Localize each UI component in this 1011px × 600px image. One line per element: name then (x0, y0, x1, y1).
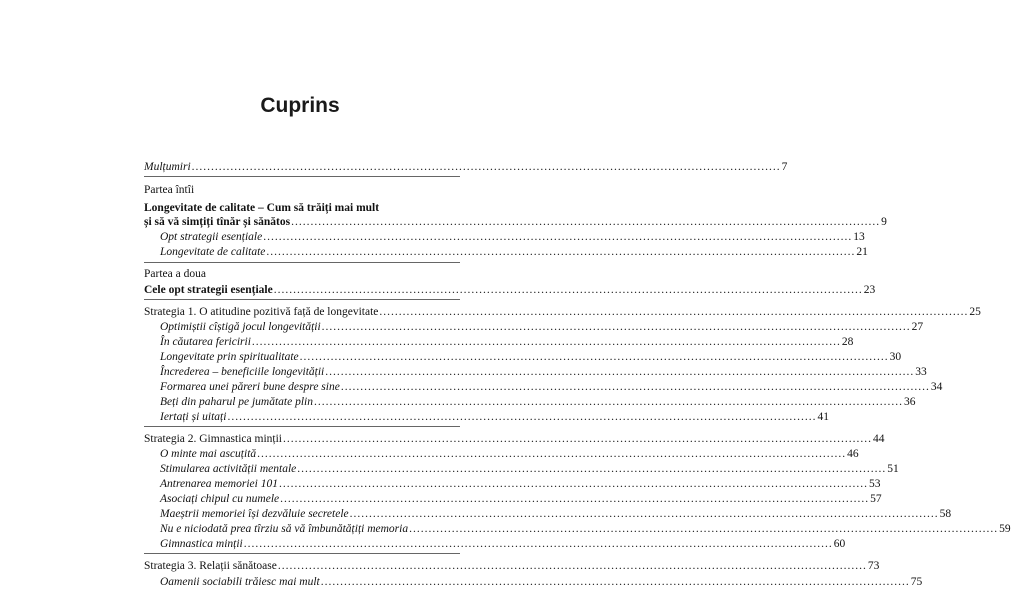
toc-entry-title: Optimiștii cîștigă jocul longevității (160, 321, 321, 333)
toc-page-number: 30 (889, 351, 902, 363)
leader-dots: ........................................................................................................................................................ (340, 381, 930, 393)
toc-entry-strategia-1[interactable] (144, 303, 981, 319)
toc-entry-title: Strategia 2. Gimnastica minții (144, 433, 282, 445)
toc-subentry[interactable] (160, 460, 899, 476)
leader-dots: ........................................................................................................................................................ (409, 523, 999, 535)
toc-subentry[interactable] (160, 228, 865, 244)
toc-page-number: 21 (856, 246, 868, 258)
toc-page-number: 28 (841, 336, 854, 348)
toc-page-number: 75 (910, 576, 923, 588)
toc-subentry[interactable] (160, 318, 924, 334)
toc-page-number: 23 (863, 284, 876, 296)
toc-subentry[interactable] (160, 520, 1011, 536)
leader-dots: ........................................................................................................................................................ (320, 576, 910, 588)
section-divider (144, 176, 460, 177)
leader-dots: ........................................................................................................................................................ (291, 216, 881, 228)
leader-dots: ........................................................................................................................................................ (191, 161, 781, 173)
toc-subentry[interactable] (160, 348, 902, 364)
leader-dots: ........................................................................................................................................................ (282, 433, 872, 445)
leader-dots: ........................................................................................................................................................ (273, 284, 863, 296)
toc-entry-title: Strategia 3. Relații sănătoase (144, 560, 277, 572)
toc-page-number: 44 (872, 433, 885, 445)
toc-entry-title: Longevitate prin spiritualitate (160, 351, 299, 363)
section-divider (144, 426, 460, 427)
leader-dots: ........................................................................................................................................................ (266, 246, 856, 258)
toc-page-number: 59 (999, 523, 1011, 535)
toc-page-number: 51 (887, 463, 899, 475)
toc-entry-title: În căutarea fericirii (160, 336, 251, 348)
toc-subentry[interactable] (160, 505, 952, 521)
leader-dots: ........................................................................................................................................................ (257, 448, 847, 460)
toc-subentry[interactable] (160, 393, 916, 409)
toc-subentry[interactable] (160, 573, 923, 589)
toc-subentry[interactable] (160, 243, 868, 259)
toc-page-number: 33 (915, 366, 927, 378)
toc-page-number: 25 (969, 306, 981, 318)
toc-subentry[interactable] (160, 333, 854, 349)
part-heading: Partea a doua (144, 268, 206, 280)
toc-subentry[interactable] (160, 490, 882, 506)
toc-page-number: 60 (833, 538, 846, 550)
toc-page-number: 53 (868, 478, 881, 490)
toc-entry-title: Cele opt strategii esențiale (144, 284, 273, 296)
toc-page-number: 46 (847, 448, 859, 460)
leader-dots: ........................................................................................................................................................ (243, 538, 833, 550)
toc-page-number: 58 (939, 508, 952, 520)
leader-dots: ........................................................................................................................................................ (278, 478, 868, 490)
toc-page-number: 27 (911, 321, 924, 333)
toc-entry-title: Gimnastica minții (160, 538, 243, 550)
toc-entry-title: Antrenarea memoriei 101 (160, 478, 278, 490)
leader-dots: ........................................................................................................................................................ (263, 231, 853, 243)
toc-entry-title: Beți din paharul pe jumătate plin (160, 396, 313, 408)
toc-page-number: 34 (930, 381, 943, 393)
toc-subentry[interactable] (160, 475, 881, 491)
toc-entry-title: Formarea unei păreri bune despre sine (160, 381, 340, 393)
toc-entry-multumiri[interactable] (144, 158, 788, 174)
toc-subentry[interactable] (160, 408, 829, 424)
toc-page-number: 9 (881, 216, 887, 228)
toc-page-number: 57 (870, 493, 882, 505)
section-divider (144, 553, 460, 554)
toc-entry-strategia-2[interactable] (144, 430, 885, 446)
toc-entry-title: O minte mai ascuțită (160, 448, 257, 460)
toc-entry-title: Stimularea activității mentale (160, 463, 297, 475)
toc-entry-part2[interactable] (144, 281, 876, 297)
toc-page-number: 7 (781, 161, 788, 173)
section-divider (144, 299, 460, 300)
leader-dots: ........................................................................................................................................................ (314, 396, 903, 408)
toc-page-number: 41 (817, 411, 829, 423)
toc-entry-title: Longevitate de calitate (160, 246, 266, 258)
leader-dots: ........................................................................................................................................................ (280, 493, 870, 505)
section-divider (144, 262, 460, 263)
leader-dots: ........................................................................................................................................................ (227, 411, 817, 423)
page-title: Cuprins (260, 94, 340, 117)
toc-entry-title: și să vă simțiți tînăr și sănătos (144, 216, 291, 228)
leader-dots: ........................................................................................................................................................ (297, 463, 887, 475)
leader-dots: ........................................................................................................................................................ (251, 336, 841, 348)
toc-entry-title: Încrederea – beneficiile longevității (160, 366, 325, 378)
toc-entry-title: Asociați chipul cu numele (160, 493, 280, 505)
toc-subentry[interactable] (160, 378, 943, 394)
leader-dots: ........................................................................................................................................................ (349, 508, 939, 520)
toc-page-number: 13 (853, 231, 865, 243)
toc-subentry[interactable] (160, 445, 859, 461)
toc-entry-strategia-3[interactable] (144, 557, 880, 573)
toc-subentry[interactable] (160, 363, 927, 379)
leader-dots: ........................................................................................................................................................ (379, 306, 969, 318)
toc-entry-title: Oamenii sociabili trăiesc mai mult (160, 576, 320, 588)
part-heading: Partea întîi (144, 184, 195, 196)
toc-entry-title: Opt strategii esențiale (160, 231, 263, 243)
toc-entry-title: Mulțumiri (144, 161, 191, 173)
toc-subentry[interactable] (160, 535, 846, 551)
toc-entry-title: Strategia 1. O atitudine pozitivă față de longevitate (144, 306, 379, 318)
leader-dots: ........................................................................................................................................................ (299, 351, 889, 363)
toc-entry-title: Maeștrii memoriei își dezvăluie secretele (160, 508, 349, 520)
toc-entry-title: Iertați și uitați (160, 411, 227, 423)
leader-dots: ........................................................................................................................................................ (321, 321, 911, 333)
toc-page-number: 36 (904, 396, 916, 408)
toc-entry-part1[interactable] (144, 213, 887, 229)
leader-dots: ........................................................................................................................................................ (277, 560, 867, 572)
toc-entry-title: Nu e niciodată prea tîrziu să vă îmbunătățiți memoria (160, 523, 409, 535)
toc-page-number: 73 (867, 560, 880, 572)
part-title-line: Longevitate de calitate – Cum să trăiți mai mult (144, 202, 380, 214)
leader-dots: ........................................................................................................................................................ (325, 366, 915, 378)
